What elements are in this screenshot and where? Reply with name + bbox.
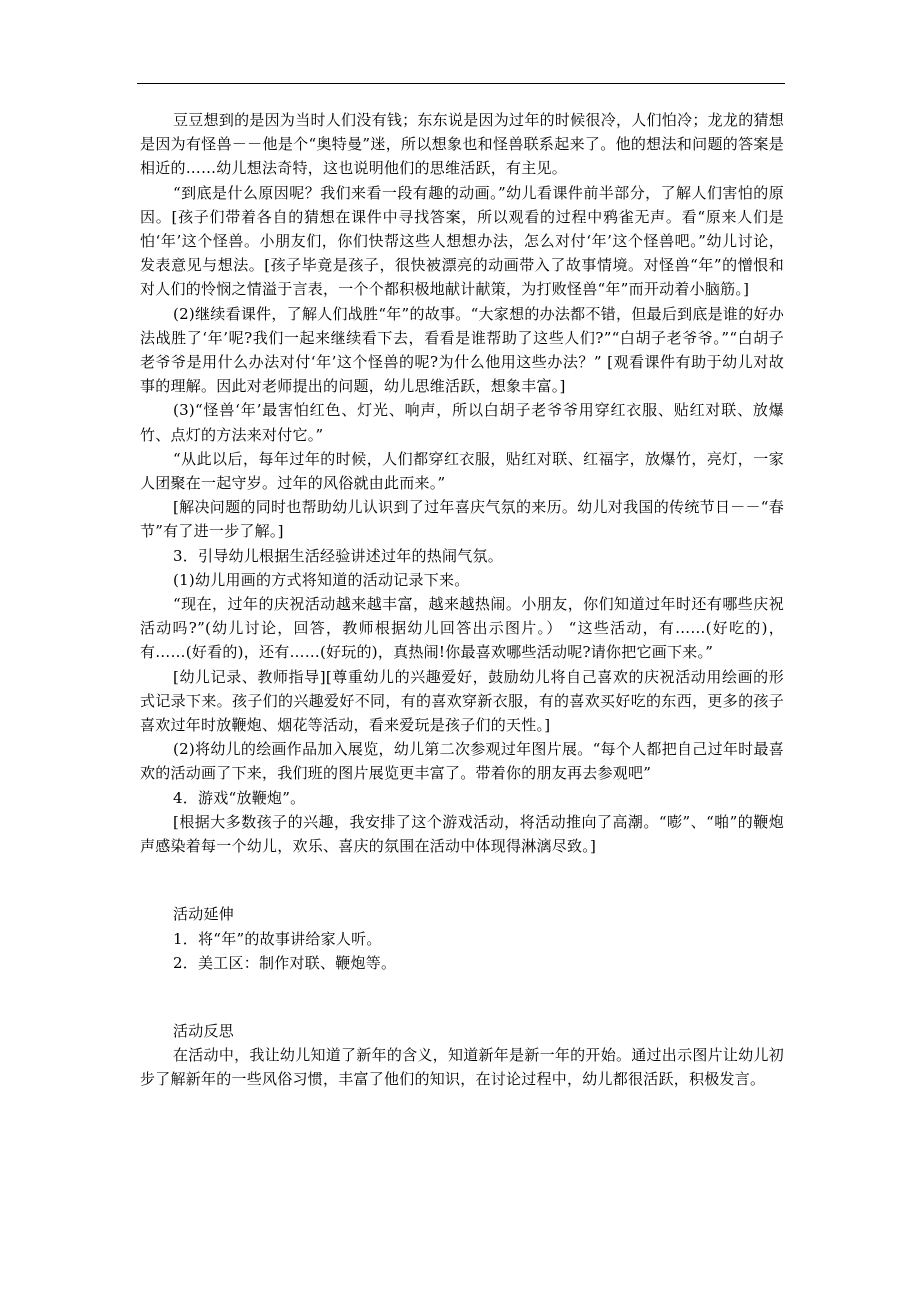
document-body <box>140 108 784 1092</box>
header-rule <box>137 83 785 84</box>
paragraph: [幼儿记录、教师指导][尊重幼儿的兴趣爱好，鼓励幼儿将自己喜欢的庆祝活动用绘画的形式记录下来。孩子们的兴趣爱好不同，有的喜欢穿新衣服，有的喜欢买好吃的东西，更多的孩子喜欢过年时放鞭炮、烟花等活动，看来爱玩是孩子们的天性。] <box>140 667 784 735</box>
reflection-paragraph: 在活动中，我让幼儿知道了新年的含义，知道新年是新一年的开始。通过出示图片让幼儿初步了解新年的一些风俗习惯，丰富了他们的知识，在讨论过程中，幼儿都很活跃，积极发言。 <box>140 1046 784 1089</box>
paragraph: (3)“怪兽‘年’最害怕红色、灯光、响声，所以白胡子老爷爷用穿红衣服、贴红对联、放爆竹、点灯的方法来对付它。” <box>140 401 784 444</box>
reflection-heading: 活动反思 <box>173 1021 235 1040</box>
paragraph: “到底是什么原因呢？我们来看一段有趣的动画。”幼儿看课件前半部分，了解人们害怕的原因。[孩子们带着各自的猜想在课件中寻找答案，所以观看的过程中鸦雀无声。看“原来人们是怕‘年’这个怪兽。小朋友们，你们快帮这些人想想办法，怎么对付‘年’这个怪兽吧。”幼儿讨论，发表意见与想法。[孩子毕竟是孩子，很快被漂亮的动画带入了故事情境。对怪兽“年”的憎恨和对人们的怜悯之情溢于言表，一个个都积极地献计献策，为打败怪兽“年”而开动着小脑筋。] <box>140 183 784 299</box>
list-item: 2．美工区：制作对联、鞭炮等。 <box>173 953 397 972</box>
paragraph: (2)继续看课件，了解人们战胜“年”的故事。“大家想的办法都不错，但最后到底是谁的好办法战胜了‘年’呢?我们一起来继续看下去，看看是谁帮助了这些人们?”“白胡子老爷爷。”“白胡子老爷爷是用什么办法对付‘年’这个怪兽的呢?为什么他用这些办法？” [观看课件有助于幼儿对故事的理解。因此对老师提出的问题，幼儿思维活跃，想象丰富。] <box>140 304 784 396</box>
paragraph: “从此以后，每年过年的时候，人们都穿红衣服，贴红对联、红福字，放爆竹，亮灯，一家人团聚在一起守岁。过年的风俗就由此而来。” <box>140 449 784 493</box>
paragraph: (2)将幼儿的绘画作品加入展览，幼儿第二次参观过年图片展。“每个人都把自己过年时最喜欢的活动画了下来，我们班的图片展览更丰富了。带着你的朋友再去参观吧” <box>140 740 784 783</box>
section-step-heading: 3．引导幼儿根据生活经验讲述过年的热闹气氛。 <box>173 546 504 565</box>
paragraph: “现在，过年的庆祝活动越来越丰富，越来越热闹。小朋友，你们知道过年时还有哪些庆祝活动吗?”(幼儿讨论，回答，教师根据幼儿回答出示图片。） “这些活动，有……(好吃的)，有……(好看的)，还有……(好玩的)，真热闹!你最喜欢哪些活动呢?请你把它画下来。” <box>140 595 784 662</box>
section-step-heading: 4．游戏“放鞭炮”。 <box>173 788 306 807</box>
section-spacer <box>140 975 784 1019</box>
paragraph: (1)幼儿用画的方式将知道的活动记录下来。 <box>173 570 470 589</box>
extension-heading: 活动延伸 <box>173 905 235 924</box>
paragraph: 豆豆想到的是因为当时人们没有钱；东东说是因为过年的时候很冷，人们怕冷；龙龙的猜想是因为有怪兽－－他是个“奥特曼”迷，所以想象也和怪兽联系起来了。他的想法和问题的答案是相近的……幼儿想法奇特，这也说明他们的思维活跃，有主见。 <box>140 111 784 178</box>
paragraph: [根据大多数孩子的兴趣，我安排了这个游戏活动，将活动推向了高潮。“嘭”、“啪”的鞭炮声感染着每一个幼儿，欢乐、喜庆的氛围在活动中体现得淋漓尽致。] <box>140 812 784 856</box>
paragraph: [解决问题的同时也帮助幼儿认识到了过年喜庆气氛的来历。幼儿对我国的传统节日－－“春节”有了进一步了解。] <box>140 498 784 541</box>
list-item: 1．将“年”的故事讲给家人听。 <box>173 929 382 948</box>
section-spacer <box>140 858 784 902</box>
